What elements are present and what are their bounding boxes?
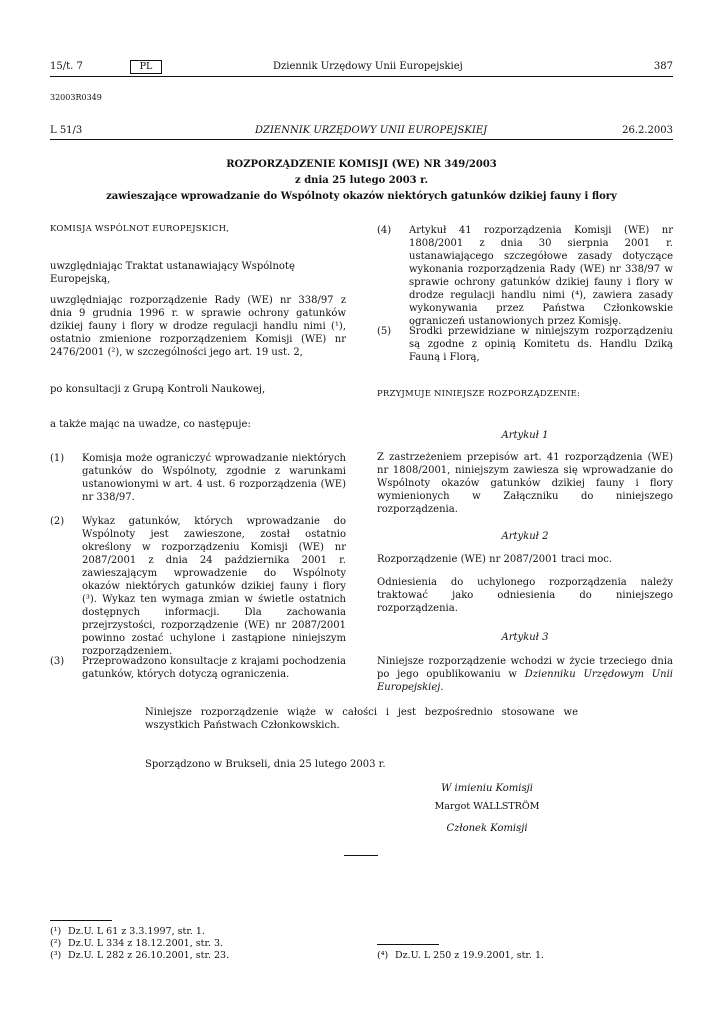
article-3-text-end: . <box>440 682 444 693</box>
footnote-3 <box>50 950 310 962</box>
header-page-number: 387 <box>653 61 673 72</box>
recital-text: Środki przewidziane w niniejszym rozporządzeniu są zgodne z opinią Komitetu ds. Handlu Dziką Fauną i Florą, <box>409 326 673 363</box>
recital-number: (5) <box>377 326 392 337</box>
footnote-number: (²) <box>50 938 62 949</box>
footnote-1 <box>50 926 310 938</box>
footnote-text: Dz.U. L 282 z 26.10.2001, str. 23. <box>68 950 230 961</box>
regulation-subject: zawieszające wprowadzanie do Wspólnoty okazów niektórych gatunków dzikiej fauny i flory <box>106 191 617 202</box>
issuing-authority: KOMISJA WSPÓLNOT EUROPEJSKICH, <box>50 224 230 234</box>
footnote-number: (⁴) <box>377 950 389 961</box>
preamble-treaty: uwzględniając Traktat ustanawiający Wspólnotę Europejską, <box>50 261 295 285</box>
footnote-text: Dz.U. L 250 z 19.9.2001, str. 1. <box>395 950 545 961</box>
footnote-rule-left <box>50 920 112 921</box>
journal-date: 26.2.2003 <box>622 125 673 136</box>
recital-1 <box>50 452 346 502</box>
recital-number: (1) <box>50 453 65 464</box>
article-1-heading: Artykuł 1 <box>501 430 549 441</box>
official-journal-name: Dzienniku Urzędowym Unii Europejskiej <box>377 669 673 693</box>
language-badge: PL <box>130 60 162 74</box>
signatory-role: Członek Komisji <box>446 823 528 834</box>
preamble-whereas: a także mając na uwadze, co następuje: <box>50 419 251 430</box>
recital-5 <box>377 325 673 363</box>
end-rule <box>344 855 378 856</box>
regulation-title: ROZPORZĄDZENIE KOMISJI (WE) NR 349/2003 <box>226 159 497 170</box>
recital-number: (3) <box>50 656 65 667</box>
recital-number: (2) <box>50 516 65 527</box>
signature-on-behalf: W imieniu Komisji <box>441 783 533 794</box>
journal-reference: L 51/3 <box>50 125 83 136</box>
article-3-heading: Artykuł 3 <box>501 632 549 643</box>
header-volume: 15/t. 7 <box>50 61 83 72</box>
footnote-4 <box>377 950 637 962</box>
adoption-formula: PRZYJMUJE NINIEJSZE ROZPORZĄDZENIE: <box>377 389 581 399</box>
preamble-consultation: po konsultacji z Grupą Kontroli Naukowej, <box>50 384 266 395</box>
recital-text: Komisja może ograniczyć wprowadzanie niektórych gatunków do Wspólnoty, zgodnie z warunkami ustanowionymi w art. 4 ust. 6 rozporządzenia (WE) nr 338/97. <box>82 453 346 503</box>
celex-number: 32003R0349 <box>50 93 102 102</box>
regulation-date: z dnia 25 lutego 2003 r. <box>295 175 428 186</box>
recital-text: Artykuł 41 rozporządzenia Komisji (WE) nr 1808/2001 z dnia 30 sierpnia 2001 r. ustanawiającego szczegółowe zasady dotyczące wykonania rozporządzenia Rady (WE) nr 338/97 w sprawie ochrony gatunków dzikiej fauny i flory w drodze regulacji handlu nimi (⁴), zawiera zasady wykonywania przez Państwa Członkowskie ograniczeń ustanowionych przez Komisję. <box>409 225 673 327</box>
binding-clause: Niniejsze rozporządzenie wiąże w całości i jest bezpośrednio stosowane we wszystkich Państwach Członkowskich. <box>145 707 578 731</box>
recital-2 <box>50 515 346 657</box>
recital-4 <box>377 224 673 327</box>
header-journal-title: Dziennik Urzędowy Unii Europejskiej <box>273 61 463 72</box>
signatory-name: Margot WALLSTRÖM <box>434 801 540 812</box>
preamble-regulation: uwzględniając rozporządzenie Rady (WE) nr 338/97 z dnia 9 grudnia 1996 r. w sprawie ochrony gatunków dzikiej fauny i flory w drodze regulacji handlu nimi (¹), ostatnio zmienione rozporządzeniem Komisji (WE) nr 2476/2001 (²), w szczególności jego art. 19 ust. 2, <box>50 295 346 358</box>
footnote-rule-right <box>377 944 439 945</box>
article-3-text <box>377 655 673 694</box>
recital-3 <box>50 655 346 685</box>
done-at: Sporządzono w Brukseli, dnia 25 lutego 2003 r. <box>145 759 386 770</box>
footnote-text: Dz.U. L 61 z 3.3.1997, str. 1. <box>68 926 205 937</box>
recital-number: (4) <box>377 225 392 236</box>
footnote-number: (³) <box>50 950 62 961</box>
article-2-heading: Artykuł 2 <box>501 531 549 542</box>
header-rule <box>50 76 673 77</box>
journal-name: DZIENNIK URZĘDOWY UNII EUROPEJSKIEJ <box>255 125 488 136</box>
footnote-text: Dz.U. L 334 z 18.12.2001, str. 3. <box>68 938 224 949</box>
subheader-rule <box>50 139 673 140</box>
article-3-text-main: Niniejsze rozporządzenie wchodzi w życie trzeciego dnia po jego opublikowaniu w <box>377 656 673 680</box>
footnote-number: (¹) <box>50 926 62 937</box>
recital-text: Wykaz gatunków, których wprowadzanie do Wspólnoty jest zawieszone, został ostatnio określony w rozporządzeniu Komisji (WE) nr 2087/2001 z dnia 24 października 2001 r. zawieszającym wprowadzenie do Wspólnoty okazów niektórych gatunków dzikiej fauny i flory (³). Wykaz ten wymaga zmian w świetle ostatnich dostępnych informacji. Dla zachowania przejrzystości, rozporządzenie (WE) nr 2087/2001 powinno zostać uchylone i zastąpione niniejszym rozporządzeniem. <box>82 516 346 657</box>
recital-text: Przeprowadzono konsultacje z krajami pochodzenia gatunków, których dotyczą ograniczenia. <box>82 656 346 680</box>
footnote-2 <box>50 938 310 950</box>
article-1-text: Z zastrzeżeniem przepisów art. 41 rozporządzenia (WE) nr 1808/2001, niniejszym zawiesza się wprowadzanie do Wspólnoty okazów gatunków dzikiej fauny i flory wymienionych w Załączniku do niniejszego rozporządzenia. <box>377 452 673 515</box>
article-2-references: Odniesienia do uchylonego rozporządzenia należy traktować jako odniesienia do niniejszego rozporządzenia. <box>377 577 673 614</box>
article-2-repeal: Rozporządzenie (WE) nr 2087/2001 traci moc. <box>377 554 612 565</box>
